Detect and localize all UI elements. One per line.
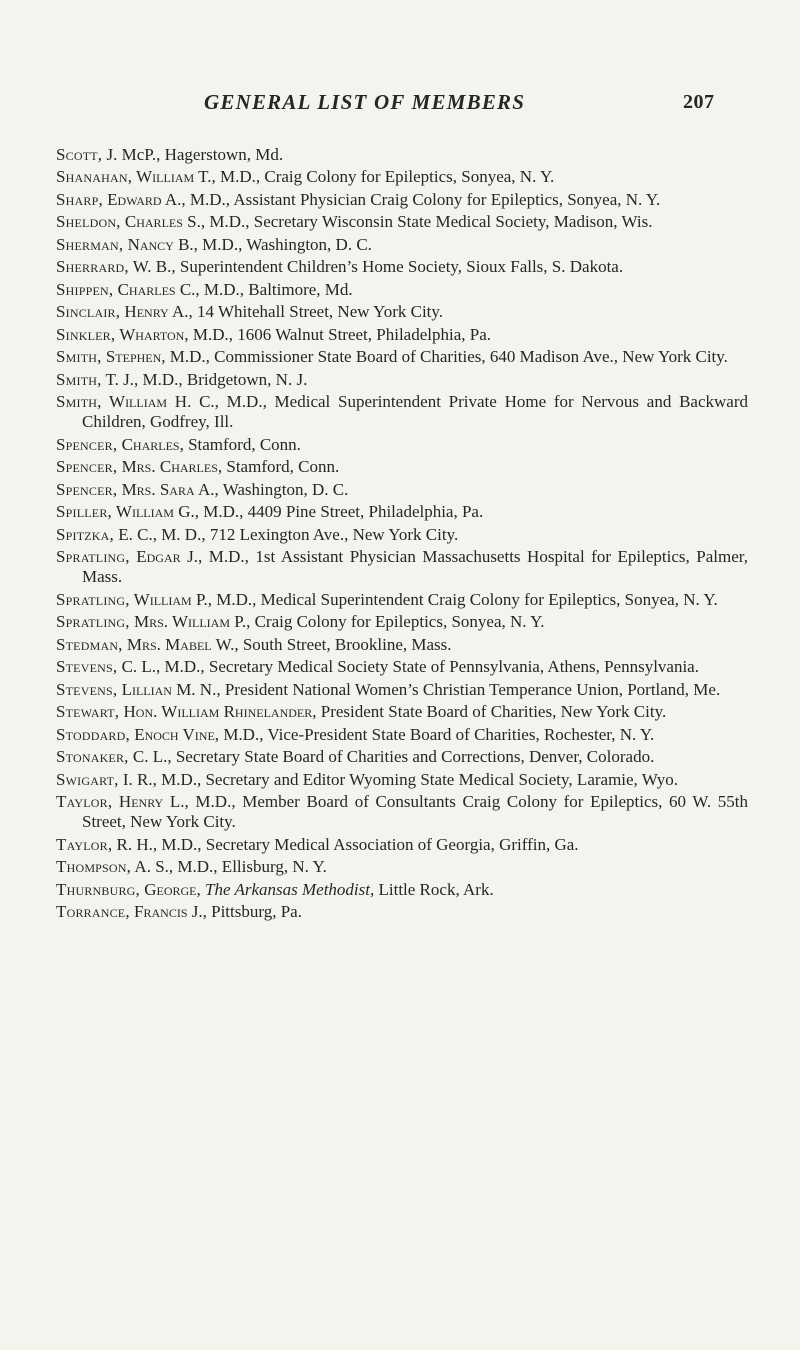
member-surname: Smith, [56,392,102,412]
member-entry [56,347,748,367]
member-given-name: Mrs. William [129,612,230,632]
member-given-name: Mrs. Mabel [122,634,212,654]
member-surname: Sinclair, [56,302,121,322]
member-publication: The Arkansas Methodist, [200,879,375,899]
member-given-name: Enoch Vine, [129,724,220,744]
member-details: H. C., M.D., Medical Superintendent Private Home for Nervous and Backward Children, Godfrey, Ill. [82,392,748,432]
member-surname: Stonaker, [56,747,129,767]
member-given-name: Mrs. Charles, [117,457,223,477]
member-surname: Sharp, [56,189,103,209]
member-entry [56,747,748,767]
member-details: I. R., M.D., Secretary and Editor Wyoming State Medical Society, Laramie, Wyo. [118,769,679,789]
member-given-name: Henry [112,792,164,812]
member-entry [56,590,748,610]
member-surname: Spencer, [56,457,118,477]
member-entry [56,792,748,832]
member-entry [56,702,748,722]
member-given-name: Charles [113,279,176,299]
member-surname: Spratling, [56,589,130,609]
member-surname: Stevens, [56,657,118,677]
member-entry [56,880,748,900]
member-details: M.D., Vice-President State Board of Charities, Rochester, N. Y. [219,724,655,744]
member-entry [56,502,748,522]
page-number: 207 [683,91,715,113]
member-details: C. L., Secretary State Board of Charities and Corrections, Denver, Colorado. [128,747,655,767]
member-given-name: Charles, [117,434,184,454]
member-surname: Smith, [56,347,102,367]
member-entry [56,770,748,790]
member-entry [56,480,748,500]
member-entry [56,457,748,477]
member-details: R. H., M.D., Secretary Medical Association of Georgia, Griffin, Ga. [112,834,579,854]
member-given-name: Francis [129,902,188,922]
member-entry [56,635,748,655]
member-details: W. B., Superintendent Children’s Home Society, Sioux Falls, S. Dakota. [128,257,624,277]
member-entry [56,612,748,632]
member-given-name: Wharton, [115,324,189,344]
member-surname: Spencer, [56,479,118,499]
member-surname: Stedman, [56,634,123,654]
member-entry [56,680,748,700]
member-details: A., 14 Whitehall Street, New York City. [168,302,444,322]
member-surname: Thompson, [56,857,132,877]
member-list [56,145,748,925]
member-surname: Shippen, [56,279,114,299]
member-given-name: William [129,589,192,609]
member-details: S., M.D., Secretary Wisconsin State Medical Society, Madison, Wis. [182,212,653,232]
member-given-name: Charles [120,212,183,232]
member-details: Little Rock, Ark. [374,879,494,899]
member-surname: Smith, [56,369,102,389]
member-entry [56,280,748,300]
member-given-name: Lillian [117,679,172,699]
member-entry [56,657,748,677]
member-details: Stamford, Conn. [222,457,340,477]
member-entry [56,190,748,210]
member-surname: Thurnburg, [56,879,140,899]
member-surname: Stevens, [56,679,118,699]
member-details: A., M.D., Assistant Physician Craig Colony for Epileptics, Sonyea, N. Y. [161,189,661,209]
member-details: P., M.D., Medical Superintendent Craig Colony for Epileptics, Sonyea, N. Y. [191,589,718,609]
member-details: L., M.D., Member Board of Consultants Craig Colony for Epileptics, 60 W. 55th Street, New York City. [82,792,748,832]
member-given-name: Henry [120,302,169,322]
member-entry [56,835,748,855]
member-details: C., M.D., Baltimore, Md. [175,279,353,299]
member-given-name: William [132,167,195,187]
member-given-name: William [111,502,174,522]
member-given-name: Stephen, [101,347,166,367]
member-details: Stamford, Conn. [183,434,301,454]
member-surname: Stewart, [56,702,120,722]
member-given-name: Hon. William Rhinelander, [119,702,317,722]
member-entry [56,257,748,277]
member-given-name: Edward [102,189,162,209]
member-entry [56,212,748,232]
running-head [0,90,800,120]
member-entry [56,902,748,922]
member-surname: Taylor, [56,792,113,812]
member-entry [56,235,748,255]
member-details: P., Craig Colony for Epileptics, Sonyea, N. Y. [230,612,545,632]
member-details: C. L., M.D., Secretary Medical Society State of Pennsylvania, Athens, Pennsylvania. [117,657,699,677]
member-surname: Spencer, [56,434,118,454]
member-surname: Sinkler, [56,324,116,344]
member-details: M.D., Commissioner State Board of Charities, 640 Madison Ave., New York City. [165,347,728,367]
member-given-name: William [101,392,168,412]
member-entry [56,435,748,455]
member-given-name: Mrs. Sara [117,479,195,499]
member-details: M. N., President National Women’s Christian Temperance Union, Portland, Me. [171,679,721,699]
member-details: W., South Street, Brookline, Mass. [211,634,452,654]
member-entry [56,392,748,432]
member-details: B., M.D., Washington, D. C. [173,234,372,254]
running-title: GENERAL LIST OF MEMBERS [204,90,526,114]
member-surname: Torrance, [56,902,130,922]
member-surname: Spitzka, [56,524,114,544]
member-entry [56,370,748,390]
member-entry [56,302,748,322]
member-surname: Spratling, [56,547,130,567]
member-details: A. S., M.D., Ellisburg, N. Y. [131,857,327,877]
member-entry [56,145,748,165]
member-entry [56,857,748,877]
member-details: J. McP., Hagerstown, Md. [102,145,284,164]
member-surname: Spiller, [56,502,112,522]
member-entry [56,525,748,545]
member-surname: Spratling, [56,612,130,632]
member-details: J., Pittsburg, Pa. [187,902,302,922]
member-given-name: Nancy [123,234,174,254]
member-entry [56,547,748,587]
member-entry [56,725,748,745]
member-surname: Taylor, [56,834,113,854]
member-surname: Scott, [56,145,103,164]
member-details: J., M.D., 1st Assistant Physician Massachusetts Hospital for Epileptics, Palmer, Mass. [82,547,748,587]
member-given-name: George, [139,879,201,899]
member-surname: Sheldon, [56,212,121,232]
member-details: G., M.D., 4409 Pine Street, Philadelphia, Pa. [173,502,484,522]
member-surname: Stoddard, [56,724,130,744]
member-entry [56,167,748,187]
member-surname: Shanahan, [56,167,133,187]
member-surname: Swigart, [56,769,119,789]
member-details: President State Board of Charities, New York City. [316,702,667,722]
member-details: A., Washington, D. C. [194,479,349,499]
member-given-name: Edgar [129,547,181,567]
member-surname: Sherrard, [56,257,129,277]
member-details: T., M.D., Craig Colony for Epileptics, Sonyea, N. Y. [194,167,555,187]
member-surname: Sherman, [56,234,124,254]
member-details: M.D., 1606 Walnut Street, Philadelphia, Pa. [188,324,492,344]
member-details: E. C., M. D., 712 Lexington Ave., New York City. [113,524,459,544]
member-entry [56,325,748,345]
member-details: T. J., M.D., Bridgetown, N. J. [101,369,308,389]
